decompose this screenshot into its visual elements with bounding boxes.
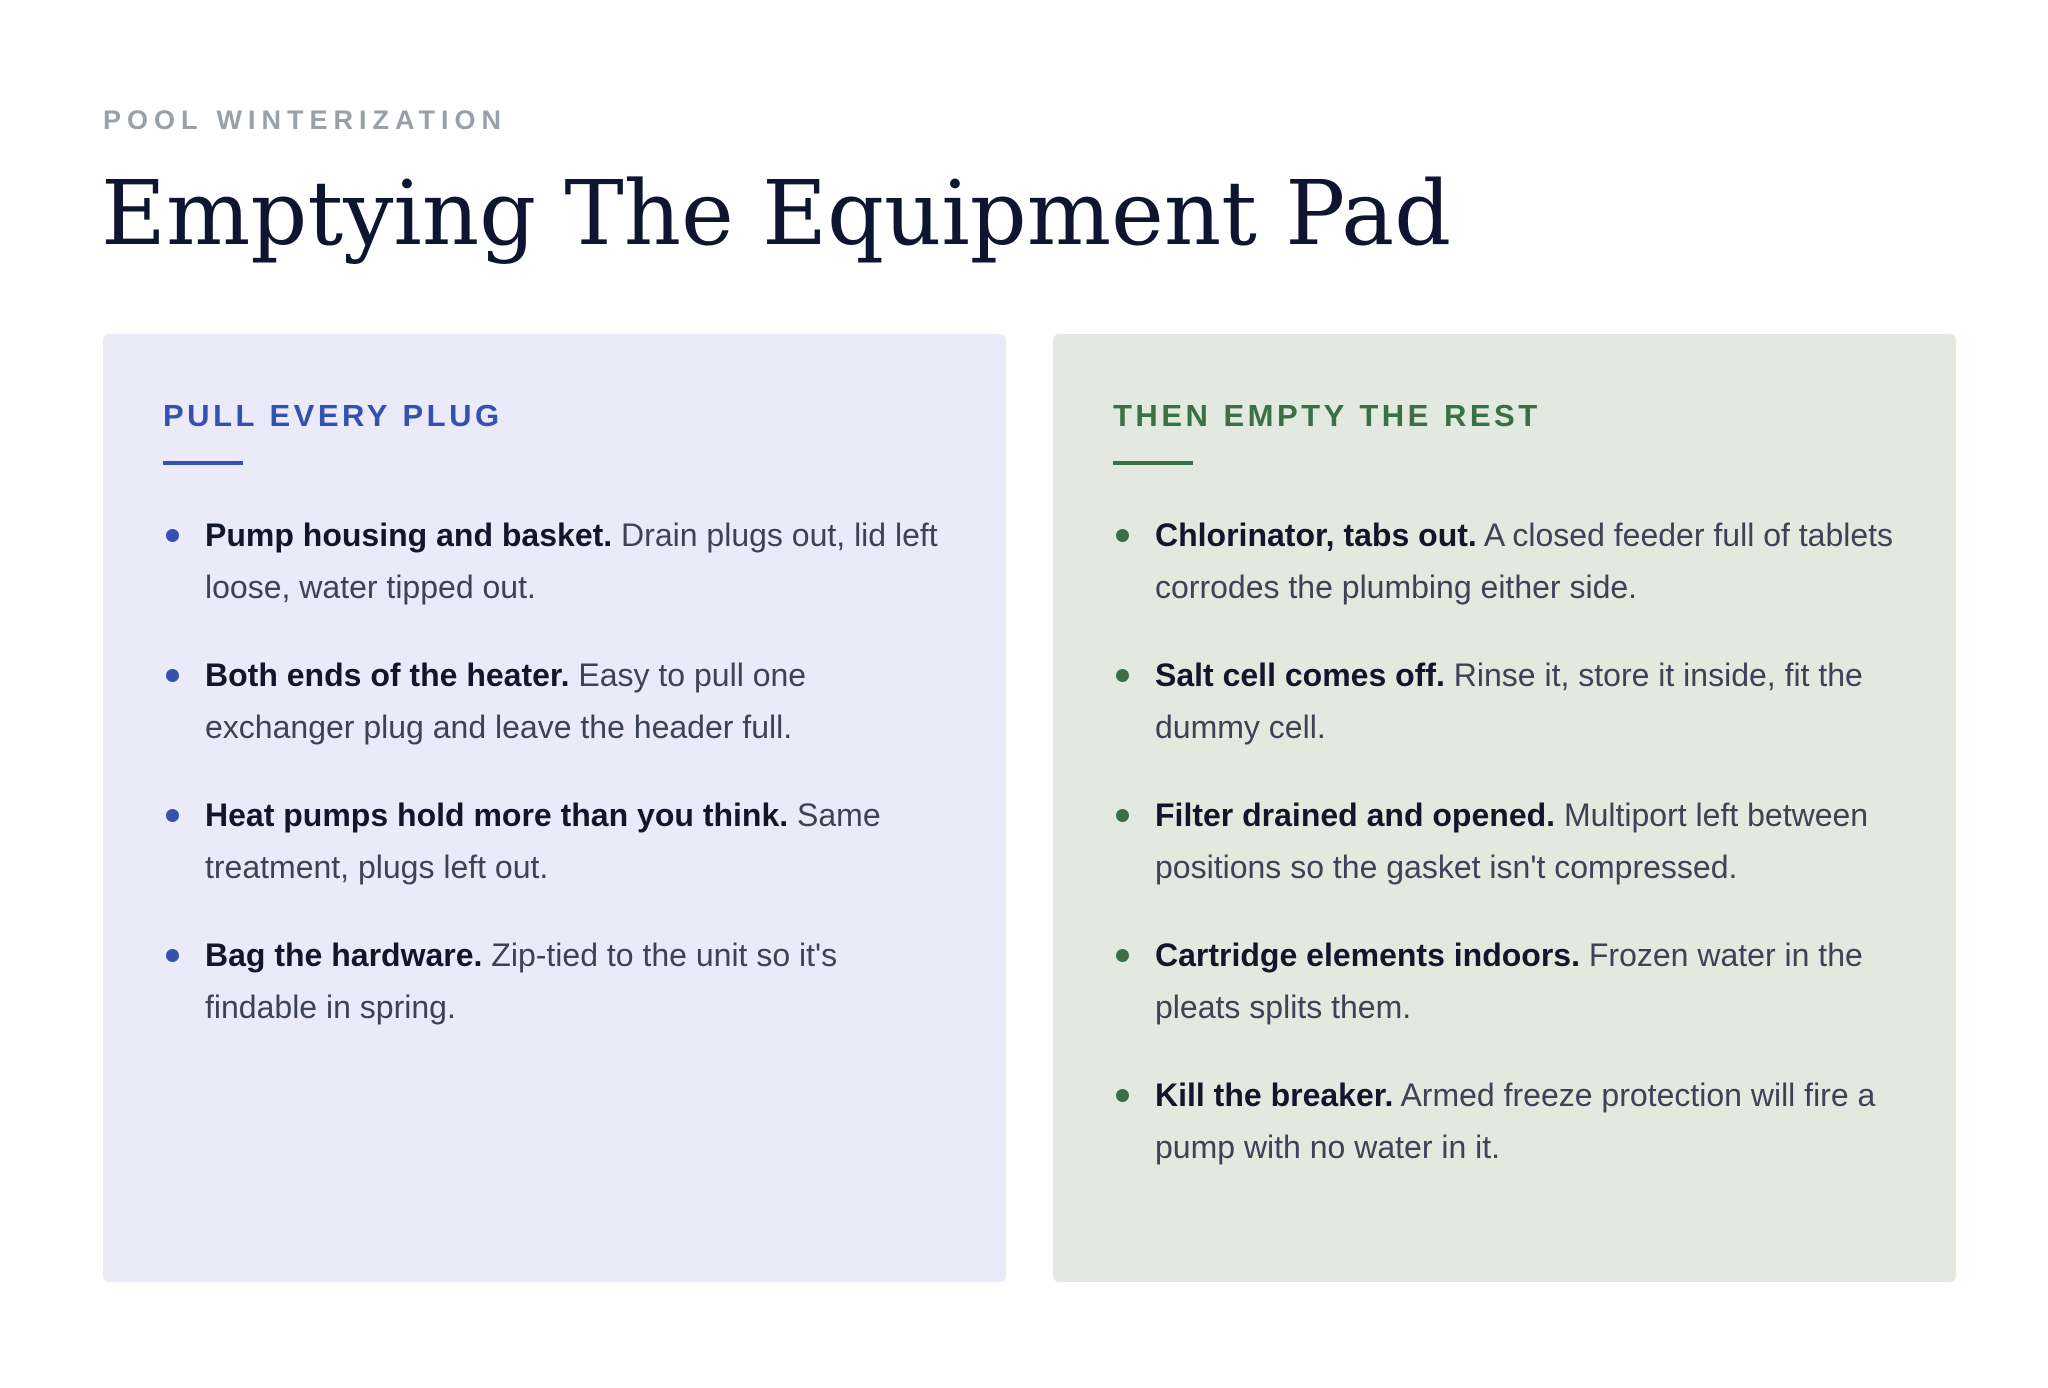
list-item <box>1113 789 1896 893</box>
card-heading: PULL EVERY PLUG <box>163 398 503 433</box>
list-item <box>1113 1069 1896 1173</box>
slide <box>103 0 1945 1388</box>
bullet-icon <box>166 669 179 682</box>
heading-underline <box>1113 461 1193 465</box>
bullet-icon <box>1116 1089 1129 1102</box>
bullet-icon <box>1116 949 1129 962</box>
bullet-icon <box>1116 529 1129 542</box>
list-item <box>163 509 946 613</box>
item-text: Multiport left between positions so the gasket isn't compressed. <box>1155 797 1869 885</box>
bullet-icon <box>166 529 179 542</box>
item-title: Both ends of the heater. <box>205 657 570 693</box>
item-title: Chlorinator, tabs out. <box>1155 517 1477 553</box>
item-title: Pump housing and basket. <box>205 517 613 553</box>
item-text: Easy to pull one exchanger plug and leave the header full. <box>205 657 807 745</box>
list-item <box>1113 509 1896 613</box>
pull-every-plug-card <box>103 334 1006 1282</box>
bullet-icon <box>1116 809 1129 822</box>
list-item <box>163 649 946 753</box>
item-title: Bag the hardware. <box>205 937 483 973</box>
list-item <box>1113 649 1896 753</box>
item-title: Cartridge elements indoors. <box>1155 937 1580 973</box>
empty-the-rest-card <box>1053 334 1956 1282</box>
list-item <box>163 929 946 1033</box>
list-item <box>1113 929 1896 1033</box>
item-title: Salt cell comes off. <box>1155 657 1445 693</box>
item-title: Heat pumps hold more than you think. <box>205 797 789 833</box>
item-text: Same treatment, plugs left out. <box>205 797 881 885</box>
item-text: Frozen water in the pleats splits them. <box>1155 937 1863 1025</box>
item-text: Armed freeze protection will fire a pump with no water in it. <box>1155 1077 1876 1165</box>
bullet-icon <box>166 949 179 962</box>
item-text: Zip-tied to the unit so it's findable in spring. <box>205 937 838 1025</box>
list-item <box>163 789 946 893</box>
page-title: Emptying The Equipment Pad <box>101 161 1452 265</box>
item-text: A closed feeder full of tablets corrodes the plumbing either side. <box>1155 517 1894 605</box>
bullet-icon <box>1116 669 1129 682</box>
heading-underline <box>163 461 243 465</box>
card-heading: THEN EMPTY THE REST <box>1113 398 1541 433</box>
checklist <box>1113 509 1896 1173</box>
item-text: Rinse it, store it inside, fit the dummy cell. <box>1155 657 1863 745</box>
checklist <box>163 509 946 1033</box>
item-text: Drain plugs out, lid left loose, water tipped out. <box>205 517 938 605</box>
bullet-icon <box>166 809 179 822</box>
item-title: Kill the breaker. <box>1155 1077 1394 1113</box>
eyebrow-label: POOL WINTERIZATION <box>103 105 507 135</box>
item-title: Filter drained and opened. <box>1155 797 1556 833</box>
